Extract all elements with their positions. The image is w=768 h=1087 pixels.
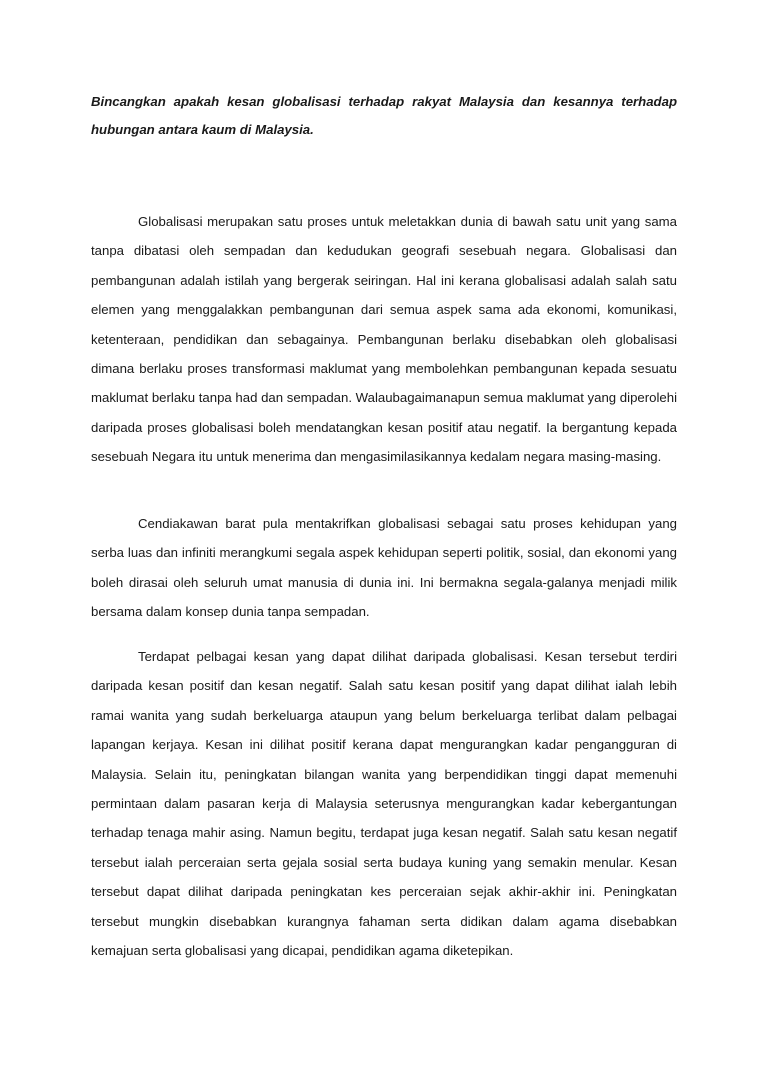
paragraph-2: Cendiakawan barat pula mentakrifkan globalisasi sebagai satu proses kehidupan yang serba luas dan infiniti merangkumi segala aspek kehidupan seperti politik, sosial, dan ekonomi yang boleh dirasai oleh seluruh umat manusia di dunia ini. Ini bermakna segala-galanya menjadi milik bersama dalam konsep dunia tanpa sempadan.	[91, 516, 677, 620]
paragraph-1: Globalisasi merupakan satu proses untuk meletakkan dunia di bawah satu unit yang sama tanpa dibatasi oleh sempadan dan kedudukan geografi sesebuah negara. Globalisasi dan pembangunan adalah istilah yang bergerak seiringan. Hal ini kerana globalisasi adalah salah satu elemen yang menggalakkan pembangunan dari semua aspek sama ada ekonomi, komunikasi, ketenteraan, pendidikan dan sebagainya. Pembangunan berlaku disebabkan oleh globalisasi dimana berlaku proses transformasi maklumat yang membolehkan pembangunan kepada sesuatu maklumat berlaku tanpa had dan sempadan. Walaubagaimanapun semua maklumat yang diperolehi daripada proses globalisasi boleh mendatangkan kesan positif atau negatif. Ia bergantung kepada sesebuah Negara itu untuk menerima dan mengasimilasikannya kedalam negara masing-masing.	[91, 214, 677, 465]
essay-question-title: Bincangkan apakah kesan globalisasi terhadap rakyat Malaysia dan kesannya terhadap hubungan antara kaum di Malaysia.	[91, 94, 677, 137]
paragraph-3: Terdapat pelbagai kesan yang dapat dilihat daripada globalisasi. Kesan tersebut terdiri daripada kesan positif dan kesan negatif. Salah satu kesan positif yang dapat dilihat ialah lebih ramai wanita yang sudah berkeluarga ataupun yang belum berkeluarga terlibat dalam pelbagai lapangan kerjaya. Kesan ini dilihat positif kerana dapat mengurangkan kadar pengangguran di Malaysia. Selain itu, peningkatan bilangan wanita yang berpendidikan tinggi dapat memenuhi permintaan dalam pasaran kerja di Malaysia seterusnya mengurangkan kadar kebergantungan terhadap tenaga mahir asing. Namun begitu, terdapat juga kesan negatif. Salah satu kesan negatif tersebut ialah perceraian serta gejala sosial serta budaya kuning yang semakin menular. Kesan tersebut dapat dilihat daripada peningkatan kes perceraian sejak akhir-akhir ini. Peningkatan tersebut mungkin disebabkan kurangnya fahaman serta didikan dalam agama disebabkan kemajuan serta globalisasi yang dicapai, pendidikan agama diketepikan.	[91, 649, 677, 959]
